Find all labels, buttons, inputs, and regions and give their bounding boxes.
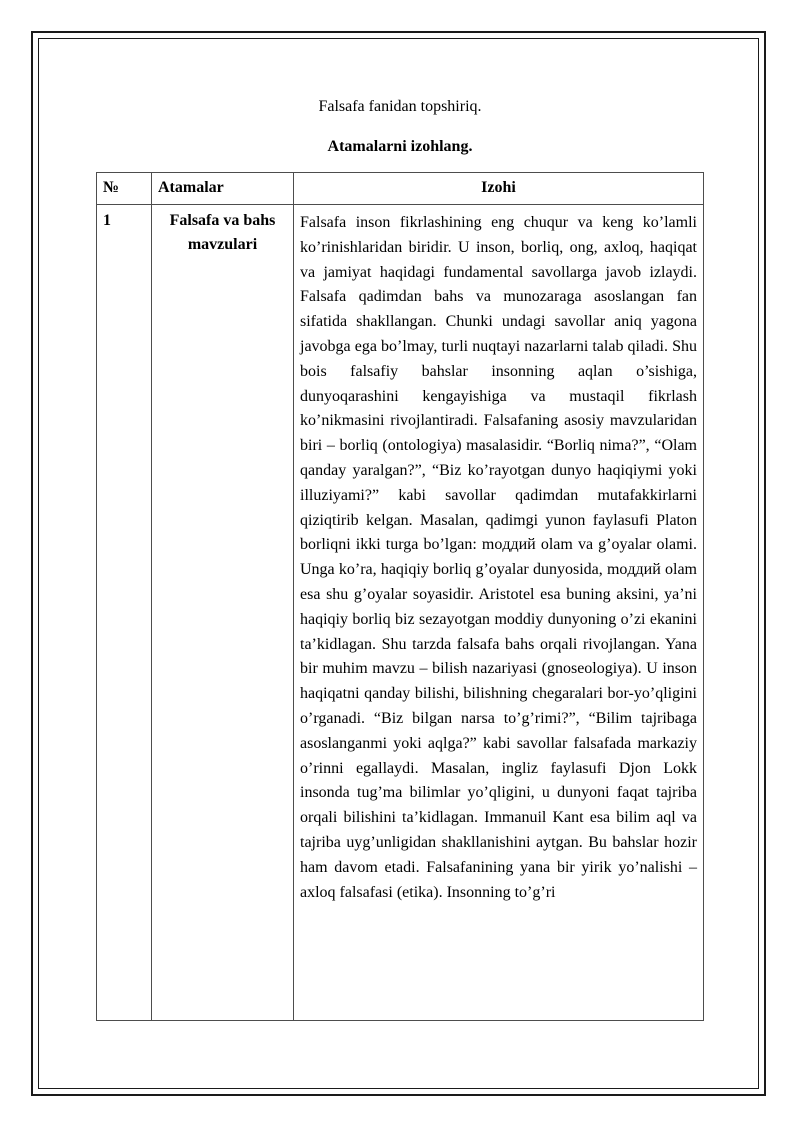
row-description: Falsafa inson fikrlashining eng chuqur va keng ko’lamli ko’rinishlaridan biridir. U inson, borliq, ong, axloq, haqiqat va jamiyat haqidagi fundamental savollarga javob izlaydi. Falsafa qadimdan bahs va munozaraga asoslangan fan sifatida shakllangan. Chunki undagi savollar aniq yagona javobga ega bo’lmay, turli nuqtayi nazarlarni talab qiladi. Shu bois falsafiy bahslar insonning aqlan o’sishiga, dunyoqarashini kengayishiga va mustaqil fikrlash ko’nikmasini rivojlantiradi. Falsafaning asosiy mavzularidan biri – borliq (ontologiya) masalasidir. “Borliq nima?”, “Olam qanday yaralgan?”, “Biz ko’rayotgan dunyo haqiqiymi yoki illuziyami?” kabi savollar qadimdan mutafakkirlarni qiziqtirib kelgan. Masalan, qadimgi yunon faylasufi Platon borliqni ikki turga bo’lgan: moддий olam va g’oyalar olami. Unga ko’ra, haqiqiy borliq g’oyalar dunyosida, moддий olam esa shu g’oyalar soyasidir. Aristotel esa buning aksini, ya’ni haqiqiy borliq biz sezayotgan moddiy dunyoning o’zi ekanini ta’kidlagan. Shu tarzda falsafa bahs orqali rivojlangan. Yana bir muhim mavzu – bilish nazariyasi (gnoseologiya). U inson haqiqatni qanday bilishi, bilishning chegaralari bor-yo’qligini o’rganadi. “Biz bilgan narsa to’g’rimi?”, “Bilim tajribaga asoslanganmi yoki aqlga?” kabi savollar falsafada markaziy o’rinni egallaydi. Masalan, ingliz faylasufi Djon Lokk insonda tug’ma bilimlar yo’qligini, u dunyoni faqat tajriba orqali bilishini ta’kidlagan. Immanuil Kant esa bilim aql va tajriba uyg’unligidan shakllanishini aytgan. Bu bahslar hozir ham davom etadi. Falsafanining yana bir yirik yo’nalishi – axloq falsafasi (etika). Insonning to’g’ri (294, 205, 704, 1021)
header-description: Izohi (294, 173, 704, 205)
table-row (97, 205, 704, 1021)
row-number: 1 (97, 205, 152, 1021)
header-number: № (97, 173, 152, 205)
table-header-row (97, 173, 704, 205)
document-title: Falsafa fanidan topshiriq. (318, 98, 482, 115)
row-term: Falsafa va bahs mavzulari (152, 205, 294, 1021)
document-subtitle: Atamalarni izohlang. (327, 138, 473, 155)
header-term: Atamalar (152, 173, 294, 205)
terms-table (96, 172, 704, 1021)
